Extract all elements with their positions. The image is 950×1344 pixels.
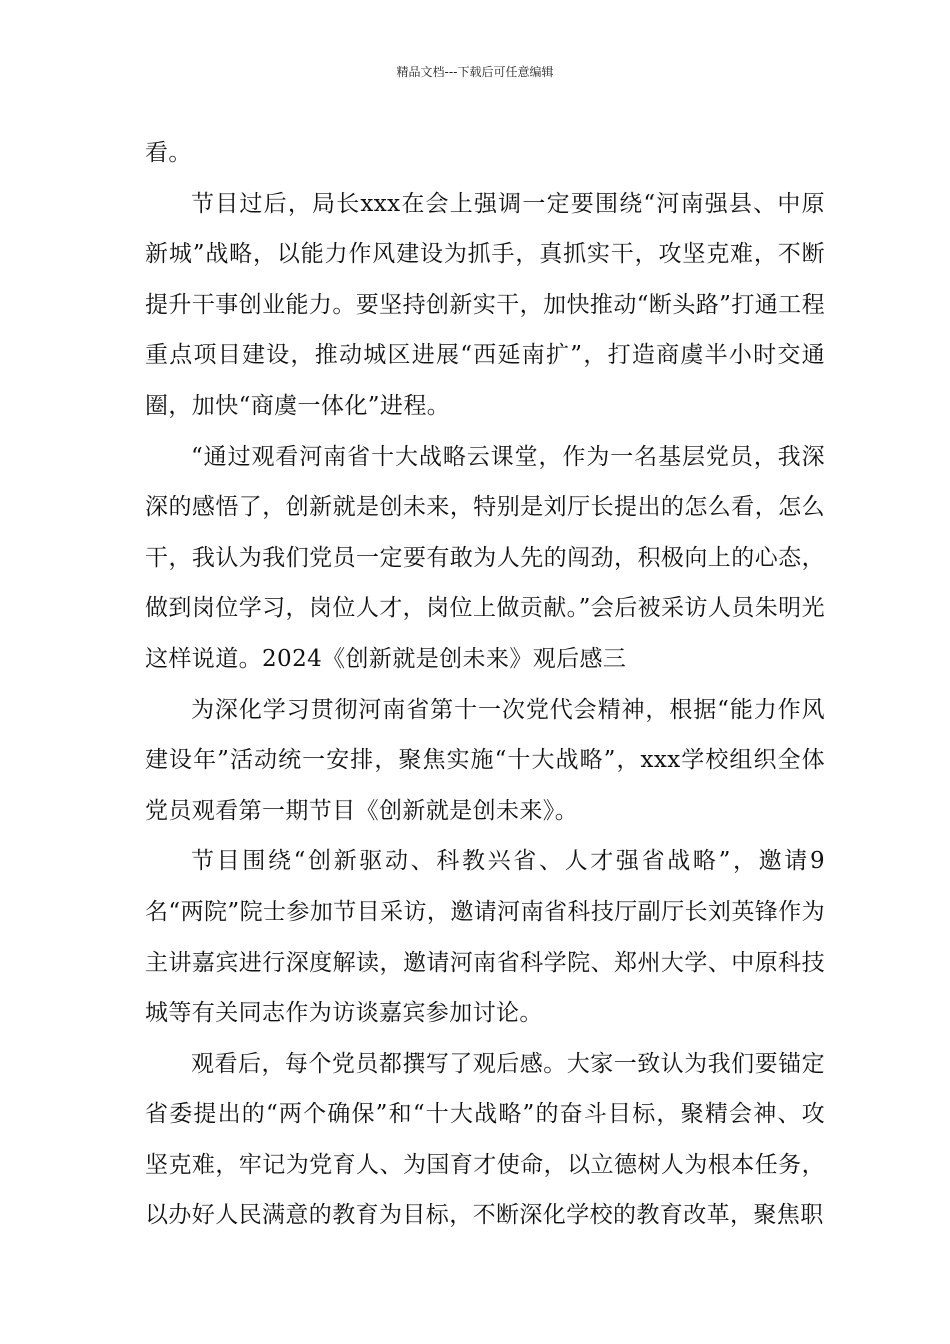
paragraph: 为深化学习贯彻河南省第十一次党代会精神，根据“能力作风建设年”活动统一安排，聚焦实施“十大战略”，xxx学校组织全体党员观看第一期节目《创新就是创未来》。 xyxy=(145,696,825,824)
paragraph: “通过观看河南省十大战略云课堂，作为一名基层党员，我深深的感悟了，创新就是创未来，特别是刘厅长提出的怎么看，怎么干，我认为我们党员一定要有敢为人先的闯劲，积极向上的心态，做到岗位学习，岗位人才，岗位上做贡献。”会后被采访人员朱明光这样说道。2024《创新就是创未来》观后感三 xyxy=(145,443,825,672)
document-body xyxy=(145,128,825,1241)
paragraph: 看。 xyxy=(145,140,192,166)
paragraph: 节目过后，局长xxx在会上强调一定要围绕“河南强县、中原新城”战略，以能力作风建设为抓手，真抓实干，攻坚克难，不断提升干事创业能力。要坚持创新实干，加快推动“断头路”打通工程重点项目建设，推动城区进展“西延南扩”，打造商虞半小时交通圈，加快“商虞一体化”进程。 xyxy=(145,190,825,419)
page-header: 精品文档---下载后可任意编辑 xyxy=(396,65,554,79)
paragraph: 观看后，每个党员都撰写了观后感。大家一致认为我们要锚定省委提出的“两个确保”和“十大战略”的奋斗目标，聚精会神、攻坚克难，牢记为党育人、为国育才使命，以立德树人为根本任务，以办好人民满意的教育为目标，不断深化学校的教育改革，聚焦职 xyxy=(145,1050,825,1229)
paragraph: 节目围绕“创新驱动、科教兴省、人才强省战略”，邀请9名“两院”院士参加节目采访，邀请河南省科技厅副厅长刘英锋作为主讲嘉宾进行深度解读，邀请河南省科学院、郑州大学、中原科技城等有关同志作为访谈嘉宾参加讨论。 xyxy=(145,848,825,1027)
